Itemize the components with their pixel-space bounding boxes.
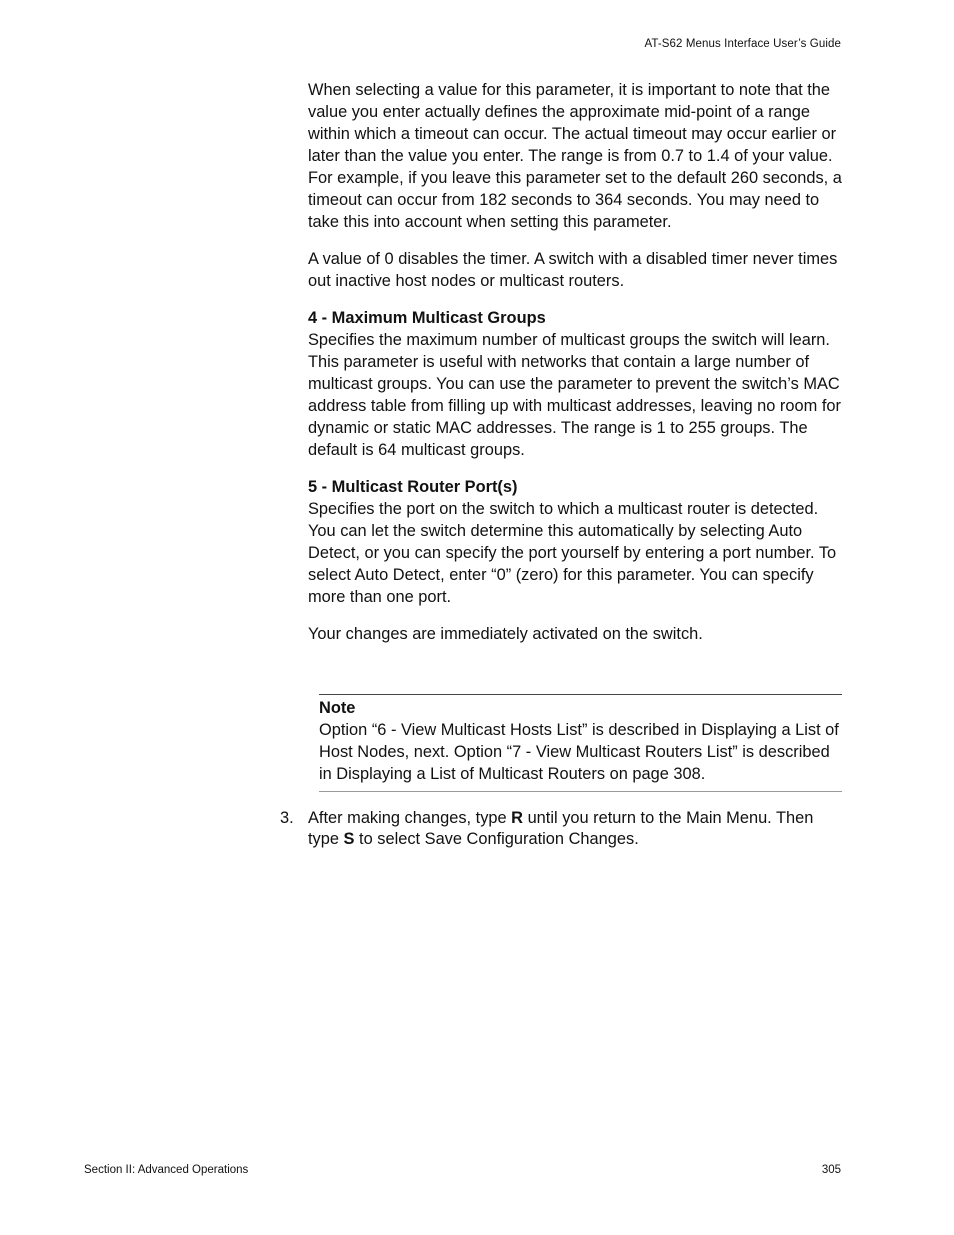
param-max-multicast-groups (308, 307, 842, 461)
param-description: Specifies the maximum number of multicast groups the switch will learn. This parameter is useful with networks that contain a large number of multicast groups. You can use the parameter to prevent the switch’s MAC address table from filling up with multicast addresses, leaving no room for dynamic or static MAC addresses. The range is 1 to 255 groups. The default is 64 multicast groups. (308, 331, 841, 459)
step-text-part: until you return to the Main Menu. Then type (308, 809, 814, 848)
main-content (308, 79, 842, 660)
note-box (319, 694, 842, 792)
key-r: R (511, 809, 524, 827)
note-body: Option “6 - View Multicast Hosts List” is described in Displaying a List of Host Nodes, next. Option “7 - View Multicast Routers List” is described in Displaying a List of Multicast Routers on page 308. (319, 721, 839, 783)
activation-paragraph: Your changes are immediately activated on the switch. (308, 625, 703, 643)
param-heading: 5 - Multicast Router Port(s) (308, 478, 518, 496)
key-s: S (343, 830, 355, 848)
param-description: Specifies the port on the switch to which a multicast router is detected. You can let the switch determine this automatically by selecting Auto Detect, or you can specify the port yourself by entering a port number. To select Auto Detect, enter “0” (zero) for this parameter. You can specify more than one port. (308, 500, 837, 606)
step-number: 3. (280, 809, 294, 827)
note-title: Note (319, 699, 356, 717)
param-multicast-router-ports (308, 476, 842, 608)
footer-section: Section II: Advanced Operations (84, 1164, 249, 1176)
running-header: AT-S62 Menus Interface User’s Guide (644, 38, 841, 50)
step-text-part: to select Save Configuration Changes. (354, 830, 639, 848)
step-3 (280, 808, 842, 850)
step-text (308, 808, 842, 850)
page-number: 305 (821, 1164, 841, 1176)
timer-disable-paragraph: A value of 0 disables the timer. A switch with a disabled timer never times out inactive host nodes or multicast routers. (308, 250, 838, 290)
step-text-part: After making changes, type (308, 809, 512, 827)
timeout-range-paragraph: When selecting a value for this parameter, it is important to note that the value you enter actually defines the approximate mid-point of a range within which a timeout can occur. The actual timeout may occur earlier or later than the value you enter. The range is from 0.7 to 1.4 of your value. For example, if you leave this parameter set to the default 260 seconds, a timeout can occur from 182 seconds to 364 seconds. You may need to take this into account when setting this parameter. (308, 81, 842, 231)
param-heading: 4 - Maximum Multicast Groups (308, 309, 546, 327)
